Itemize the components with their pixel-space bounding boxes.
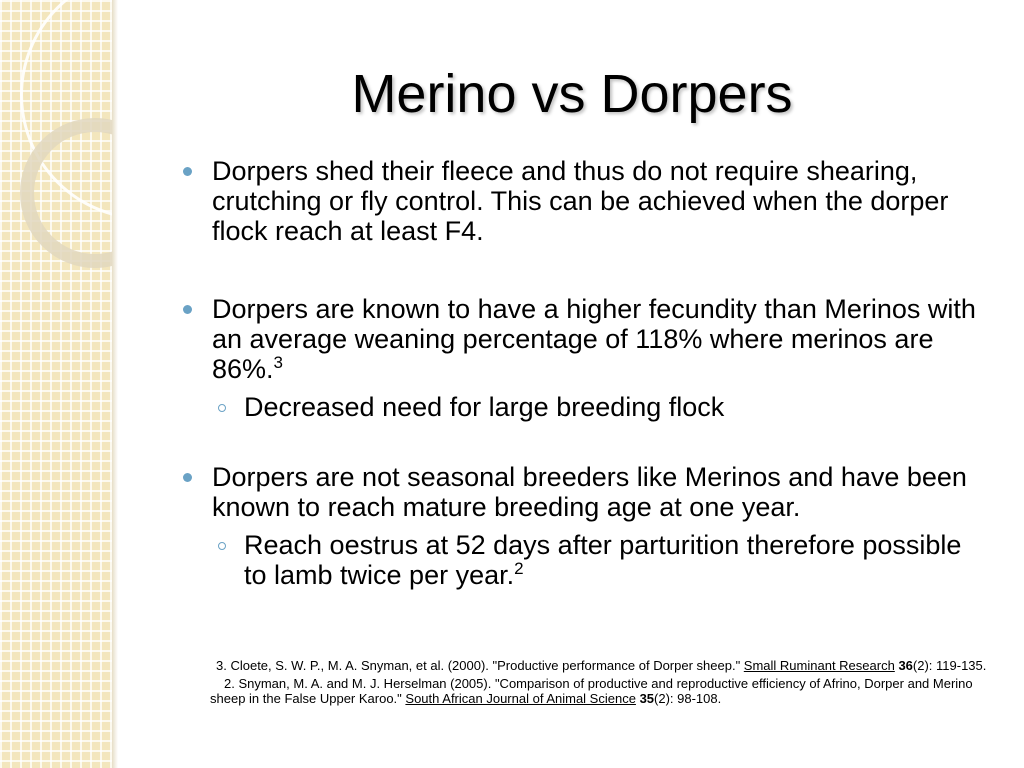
- footnote-marker: 2: [514, 559, 524, 578]
- slide-title: Merino vs Dorpers: [351, 64, 793, 124]
- bullet-text: Dorpers are known to have a higher fecundity than Merinos with an average weaning percentage of 118% where merinos are 86%.: [212, 294, 976, 384]
- bullet-text: Dorpers are not seasonal breeders like Merinos and have been known to reach mature breeding age at one year.: [212, 462, 967, 522]
- reference-text: 2. Snyman, M. A. and M. J. Herselman (2005). "Comparison of productive and reproductive efficiency of Afrino, Dorper and Merino sheep in the False Upper Karoo.": [210, 676, 973, 706]
- sub-bullet-text: Decreased need for large breeding flock: [244, 392, 725, 422]
- reference-text: 3. Cloete, S. W. P., M. A. Snyman, et al. (2000). "Productive performance of Dorper sheep.": [216, 658, 744, 673]
- reference-item: [210, 676, 990, 706]
- slide-body: [180, 156, 990, 590]
- sub-bullet-text: Reach oestrus at 52 days after parturition therefore possible to lamb twice per year.: [244, 530, 962, 590]
- reference-volume: 36: [898, 658, 913, 673]
- bullet-text: Dorpers shed their fleece and thus do not require shearing, crutching or fly control. This can be achieved when the dorper flock reach at least F4.: [212, 156, 949, 246]
- references: [210, 658, 990, 709]
- sub-bullet-item: [180, 392, 990, 422]
- footnote-marker: 3: [273, 353, 284, 372]
- reference-pages: (2): 119-135.: [912, 658, 987, 673]
- reference-item: [210, 658, 990, 673]
- reference-pages: (2): 98-108.: [654, 691, 722, 706]
- bullet-item: [180, 294, 990, 384]
- reference-journal: South African Journal of Animal Science: [405, 691, 636, 706]
- bullet-item: [180, 156, 990, 246]
- sub-bullet-item: [180, 530, 990, 590]
- side-panel-shadow: [112, 0, 118, 768]
- reference-volume: 35: [639, 691, 655, 706]
- reference-journal: Small Ruminant Research: [743, 658, 895, 673]
- decorative-side-panel: [0, 0, 112, 768]
- bullet-item: [180, 462, 990, 522]
